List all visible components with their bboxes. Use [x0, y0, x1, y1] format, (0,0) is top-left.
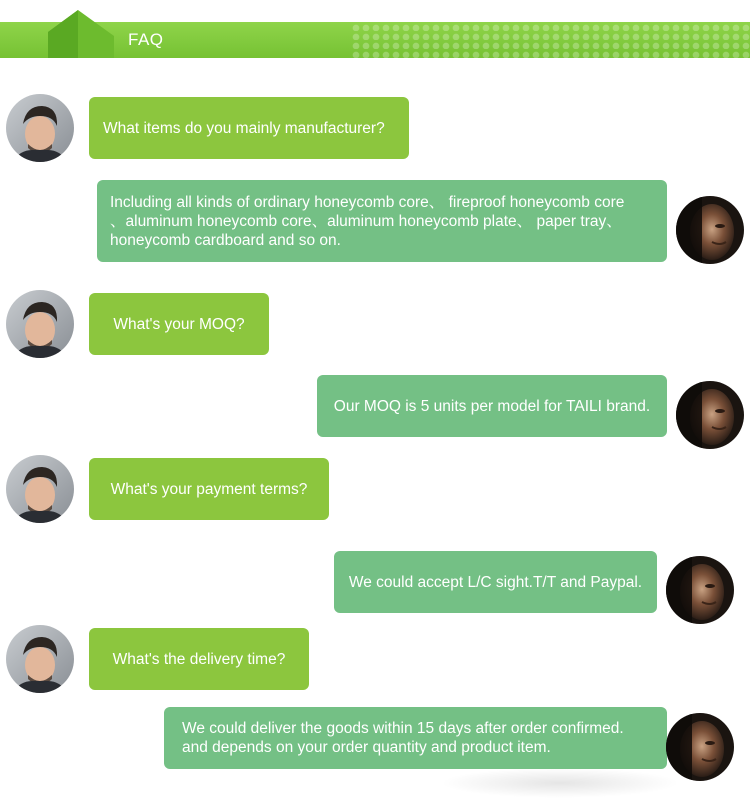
- question-bubble: [89, 628, 309, 690]
- answer-text: 、aluminum honeycomb core、aluminum honeycomb plate、 paper tray、: [110, 212, 622, 230]
- customer-avatar: [6, 94, 74, 162]
- answer-bubble: [317, 375, 667, 437]
- customer-avatar: [6, 625, 74, 693]
- question-bubble: [89, 293, 269, 355]
- bubble-shadow: [440, 768, 680, 798]
- question-bubble: [89, 97, 409, 159]
- question-text: What's your MOQ?: [113, 315, 245, 333]
- customer-avatar: [6, 455, 74, 523]
- answer-text: honeycomb cardboard and so on.: [110, 231, 341, 249]
- answer-bubble: [334, 551, 657, 613]
- support-avatar: [666, 556, 734, 624]
- header-tag-icon: [48, 6, 114, 58]
- support-avatar: [676, 196, 744, 264]
- page-title: FAQ: [128, 30, 164, 49]
- honeycomb-pattern: [350, 22, 750, 58]
- customer-avatar: [6, 290, 74, 358]
- answer-bubble: [97, 180, 667, 262]
- question-text: What's your payment terms?: [110, 480, 308, 498]
- question-text: What items do you mainly manufacturer?: [103, 119, 385, 137]
- answer-bubble: [164, 707, 667, 769]
- answer-text: We could accept L/C sight.T/T and Paypal.: [348, 573, 643, 591]
- support-avatar: [666, 713, 734, 781]
- answer-text: We could deliver the goods within 15 days after order confirmed.: [182, 720, 624, 737]
- faq-header: [0, 22, 750, 58]
- question-text: What's the delivery time?: [112, 650, 286, 668]
- support-avatar: [676, 381, 744, 449]
- answer-text: Our MOQ is 5 units per model for TAILI brand.: [333, 397, 651, 415]
- answer-text: and depends on your order quantity and product item.: [182, 739, 551, 756]
- question-bubble: [89, 458, 329, 520]
- answer-text: Including all kinds of ordinary honeycomb core、 fireproof honeycomb core: [110, 193, 625, 211]
